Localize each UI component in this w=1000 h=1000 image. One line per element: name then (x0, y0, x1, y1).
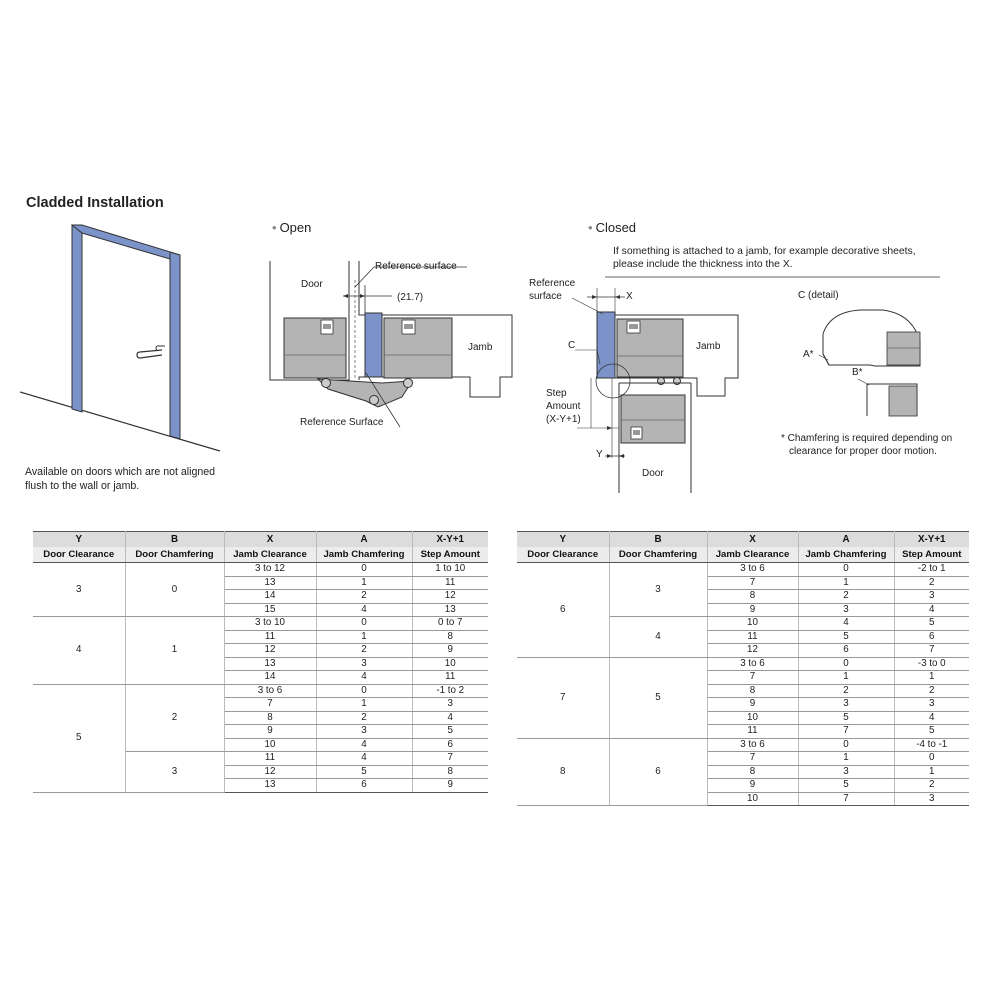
step-label-3: (X-Y+1) (546, 414, 581, 425)
jamb-chamfering-cell: 3 (798, 765, 894, 779)
table-row (33, 563, 488, 577)
step-amount-cell: 9 (412, 644, 488, 658)
jamb-clearance-cell: 8 (224, 711, 316, 725)
step-amount-cell: 11 (412, 576, 488, 590)
jamb-chamfering-cell: 4 (316, 671, 412, 685)
jamb-clearance-cell: 12 (224, 644, 316, 658)
jamb-chamfering-cell: 4 (798, 617, 894, 631)
step-amount-cell: 6 (412, 738, 488, 752)
jamb-clearance-cell: 8 (707, 765, 798, 779)
table-row (517, 563, 969, 577)
step-amount-cell: 2 (894, 684, 969, 698)
table-header-cell: Door Chamfering (125, 547, 224, 563)
table-header-cell: Jamb Clearance (224, 547, 316, 563)
step-amount-cell: 3 (894, 698, 969, 712)
step-amount-cell: -4 to -1 (894, 738, 969, 752)
door-chamfering-cell: 4 (609, 617, 707, 658)
bullet-icon: • (588, 220, 593, 235)
jamb-chamfering-cell: 4 (316, 738, 412, 752)
table-header-cell: Step Amount (894, 547, 969, 563)
jamb-clearance-cell: 8 (707, 590, 798, 604)
jamb-chamfering-cell: 2 (316, 590, 412, 604)
jamb-chamfering-cell: 0 (798, 563, 894, 577)
step-amount-cell: -3 to 0 (894, 657, 969, 671)
door-chamfering-cell: 6 (609, 738, 707, 806)
step-amount-cell: 8 (412, 630, 488, 644)
closed-note-2: please include the thickness into the X. (613, 259, 793, 270)
jamb-chamfering-cell: 3 (316, 657, 412, 671)
footnote-1: * Chamfering is required depending on (781, 433, 953, 444)
table-header-cell: X-Y+1 (894, 532, 969, 548)
step-amount-cell: 2 (894, 779, 969, 793)
table-header-cell: B (125, 532, 224, 548)
step-amount-cell: -2 to 1 (894, 563, 969, 577)
step-amount-cell: 7 (412, 752, 488, 766)
jamb-clearance-cell: 9 (707, 779, 798, 793)
jamb-clearance-cell: 11 (707, 725, 798, 739)
door-chamfering-cell: 0 (125, 563, 224, 617)
door-clearance-cell: 4 (33, 617, 125, 685)
step-amount-cell: 4 (894, 603, 969, 617)
step-amount-cell: 6 (894, 630, 969, 644)
closed-reference-label-2: surface (529, 291, 562, 302)
jamb-chamfering-cell: 7 (798, 725, 894, 739)
door-chamfering-cell: 5 (609, 657, 707, 738)
jamb-clearance-cell: 10 (224, 738, 316, 752)
jamb-chamfering-cell: 3 (316, 725, 412, 739)
jamb-clearance-cell: 12 (224, 765, 316, 779)
clearance-table-left (33, 531, 488, 793)
open-reference-surface-bottom-label: Reference Surface (300, 417, 384, 428)
step-amount-cell: 3 (894, 792, 969, 806)
table-row (517, 738, 969, 752)
jamb-chamfering-cell: 0 (798, 738, 894, 752)
open-jamb-label: Jamb (468, 342, 493, 353)
table-header-cell: Door Clearance (33, 547, 125, 563)
door-chamfering-cell: 3 (609, 563, 707, 617)
door-clearance-cell: 8 (517, 738, 609, 806)
jamb-clearance-cell: 8 (707, 684, 798, 698)
table-header-cell: B (609, 532, 707, 548)
section-heading: Cladded Installation (26, 195, 164, 211)
jamb-clearance-cell: 7 (224, 698, 316, 712)
table-header-cell: Y (33, 532, 125, 548)
jamb-chamfering-cell: 0 (316, 563, 412, 577)
table-header-cell: Door Clearance (517, 547, 609, 563)
jamb-chamfering-cell: 5 (798, 711, 894, 725)
jamb-chamfering-cell: 0 (316, 617, 412, 631)
closed-note-1: If something is attached to a jamb, for example decorative sheets, (613, 246, 916, 257)
jamb-chamfering-cell: 2 (798, 684, 894, 698)
closed-title: • Closed (588, 220, 637, 235)
jamb-clearance-cell: 9 (224, 725, 316, 739)
jamb-chamfering-cell: 1 (798, 576, 894, 590)
clearance-table-right (517, 531, 969, 806)
jamb-clearance-cell: 11 (707, 630, 798, 644)
door-chamfering-cell: 1 (125, 617, 224, 685)
bullet-icon: • (272, 220, 277, 235)
step-amount-cell: 13 (412, 603, 488, 617)
door-chamfering-cell: 3 (125, 752, 224, 793)
jamb-chamfering-cell: 2 (316, 711, 412, 725)
jamb-chamfering-cell: 6 (316, 779, 412, 793)
jamb-clearance-cell: 15 (224, 603, 316, 617)
jamb-chamfering-cell: 1 (316, 576, 412, 590)
detail-a-label: A* (803, 349, 814, 360)
jamb-clearance-cell: 7 (707, 576, 798, 590)
table-header-cell: Door Chamfering (609, 547, 707, 563)
door-clearance-cell: 5 (33, 684, 125, 792)
jamb-chamfering-cell: 7 (798, 792, 894, 806)
jamb-chamfering-cell: 4 (316, 603, 412, 617)
detail-title: C (detail) (798, 290, 839, 301)
jamb-clearance-cell: 7 (707, 671, 798, 685)
table-header-cell: X-Y+1 (412, 532, 488, 548)
closed-door-label: Door (642, 468, 664, 479)
jamb-clearance-cell: 10 (707, 792, 798, 806)
jamb-clearance-cell: 3 to 12 (224, 563, 316, 577)
table-header-cell: A (798, 532, 894, 548)
open-title: • Open (272, 220, 312, 235)
closed-jamb-label: Jamb (696, 341, 721, 352)
step-amount-cell: -1 to 2 (412, 684, 488, 698)
closed-c-label: C (568, 340, 576, 351)
door-chamfering-cell: 2 (125, 684, 224, 752)
jamb-clearance-cell: 14 (224, 671, 316, 685)
step-amount-cell: 4 (412, 711, 488, 725)
step-amount-cell: 2 (894, 576, 969, 590)
jamb-chamfering-cell: 5 (316, 765, 412, 779)
jamb-clearance-cell: 13 (224, 657, 316, 671)
jamb-clearance-cell: 10 (707, 711, 798, 725)
table-header-cell: X (224, 532, 316, 548)
step-amount-cell: 5 (412, 725, 488, 739)
jamb-clearance-cell: 3 to 6 (224, 684, 316, 698)
footnote-2: clearance for proper door motion. (789, 446, 937, 457)
table-row (33, 684, 488, 698)
jamb-chamfering-cell: 2 (316, 644, 412, 658)
jamb-chamfering-cell: 2 (798, 590, 894, 604)
table-header-cell: Jamb Chamfering (316, 547, 412, 563)
step-amount-cell: 0 to 7 (412, 617, 488, 631)
step-amount-cell: 5 (894, 725, 969, 739)
closed-hinge-diagram (525, 268, 1000, 498)
jamb-chamfering-cell: 1 (798, 671, 894, 685)
step-amount-cell: 3 (412, 698, 488, 712)
table-header-cell: Step Amount (412, 547, 488, 563)
door-clearance-cell: 3 (33, 563, 125, 617)
step-label-1: Step (546, 388, 567, 399)
closed-reference-label-1: Reference (529, 278, 576, 289)
jamb-clearance-cell: 10 (707, 617, 798, 631)
jamb-clearance-cell: 3 to 6 (707, 738, 798, 752)
step-amount-cell: 1 (894, 671, 969, 685)
jamb-chamfering-cell: 1 (316, 630, 412, 644)
jamb-chamfering-cell: 0 (798, 657, 894, 671)
jamb-chamfering-cell: 6 (798, 644, 894, 658)
door-note-1: Available on doors which are not aligned (25, 466, 216, 478)
step-amount-cell: 1 (894, 765, 969, 779)
closed-y-label: Y (596, 449, 603, 460)
jamb-clearance-cell: 11 (224, 752, 316, 766)
step-amount-cell: 3 (894, 590, 969, 604)
table-header-cell: Jamb Chamfering (798, 547, 894, 563)
open-door-label: Door (301, 279, 323, 290)
jamb-clearance-cell: 3 to 10 (224, 617, 316, 631)
step-amount-cell: 1 to 10 (412, 563, 488, 577)
table-header-cell: X (707, 532, 798, 548)
step-amount-cell: 11 (412, 671, 488, 685)
open-reference-surface-label: Reference surface (375, 261, 457, 272)
jamb-clearance-cell: 9 (707, 698, 798, 712)
jamb-clearance-cell: 14 (224, 590, 316, 604)
step-amount-cell: 12 (412, 590, 488, 604)
jamb-clearance-cell: 11 (224, 630, 316, 644)
table-header-cell: A (316, 532, 412, 548)
jamb-clearance-cell: 12 (707, 644, 798, 658)
step-amount-cell: 7 (894, 644, 969, 658)
jamb-chamfering-cell: 1 (798, 752, 894, 766)
step-amount-cell: 8 (412, 765, 488, 779)
table-row (517, 657, 969, 671)
step-amount-cell: 9 (412, 779, 488, 793)
jamb-clearance-cell: 9 (707, 603, 798, 617)
jamb-chamfering-cell: 5 (798, 779, 894, 793)
door-frame-illustration (20, 215, 240, 460)
jamb-chamfering-cell: 4 (316, 752, 412, 766)
closed-x-label: X (626, 291, 633, 302)
door-clearance-cell: 6 (517, 563, 609, 658)
open-dimension-label: (21.7) (397, 292, 424, 303)
table-row (33, 617, 488, 631)
jamb-clearance-cell: 13 (224, 779, 316, 793)
step-label-2: Amount (546, 401, 581, 412)
jamb-clearance-cell: 13 (224, 576, 316, 590)
jamb-chamfering-cell: 1 (316, 698, 412, 712)
door-note-2: flush to the wall or jamb. (25, 480, 140, 492)
table-header-cell: Y (517, 532, 609, 548)
jamb-chamfering-cell: 3 (798, 698, 894, 712)
jamb-chamfering-cell: 3 (798, 603, 894, 617)
jamb-clearance-cell: 7 (707, 752, 798, 766)
step-amount-cell: 10 (412, 657, 488, 671)
step-amount-cell: 4 (894, 711, 969, 725)
jamb-clearance-cell: 3 to 6 (707, 563, 798, 577)
detail-b-label: B* (852, 367, 863, 378)
step-amount-cell: 5 (894, 617, 969, 631)
step-amount-cell: 0 (894, 752, 969, 766)
jamb-chamfering-cell: 5 (798, 630, 894, 644)
door-clearance-cell: 7 (517, 657, 609, 738)
table-header-cell: Jamb Clearance (707, 547, 798, 563)
jamb-chamfering-cell: 0 (316, 684, 412, 698)
jamb-clearance-cell: 3 to 6 (707, 657, 798, 671)
